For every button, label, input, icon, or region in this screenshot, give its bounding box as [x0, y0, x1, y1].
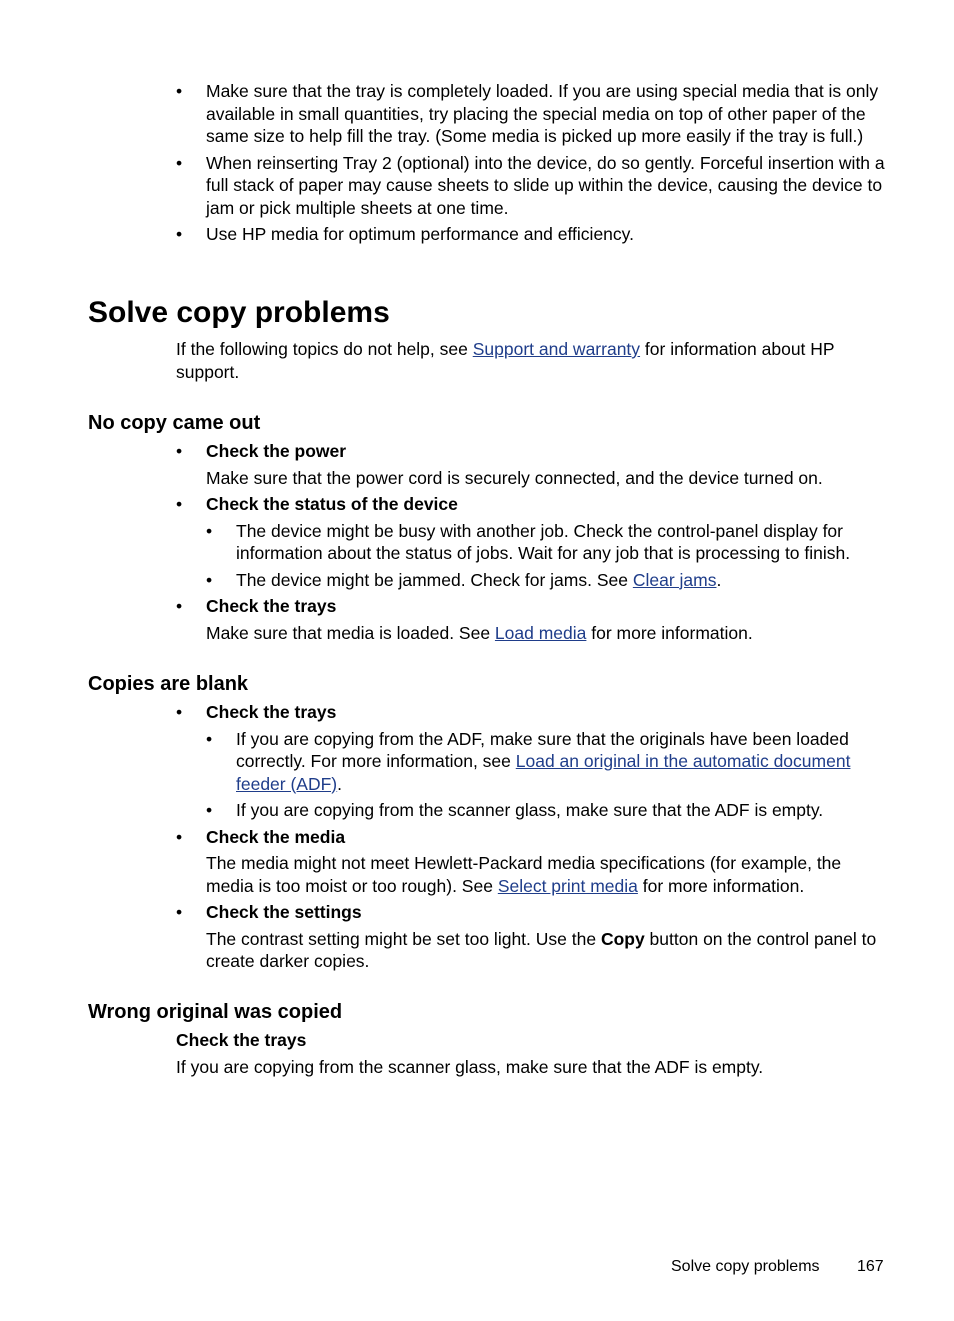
list-item [176, 901, 886, 973]
select-print-media-link[interactable]: Select print media [497, 875, 638, 896]
trays-text-before: Make sure that media is loaded. See [206, 622, 495, 643]
list-item [176, 826, 886, 898]
copies-blank-list [176, 701, 886, 973]
check-media-text [206, 852, 886, 897]
status-sub-list [206, 520, 886, 592]
trays-sub-list [206, 728, 886, 822]
copy-button-name: Copy [600, 928, 645, 949]
intro-text: If the following topics do not help, see [176, 339, 473, 359]
check-trays-text [206, 622, 886, 645]
list-item [176, 701, 886, 822]
trays-text-after: for more information. [586, 622, 753, 643]
status-sub2-text: The device might be jammed. Check for jams. See [236, 569, 633, 590]
settings-text-before: The contrast setting might be set too light. Use the [206, 928, 601, 949]
page-number: 167 [857, 1258, 884, 1275]
clear-jams-link[interactable]: Clear jams [632, 569, 717, 590]
list-item [206, 728, 886, 796]
copies-blank-heading: Copies are blank [88, 673, 249, 695]
list-item [176, 440, 886, 489]
footer-section-name: Solve copy problems [671, 1258, 820, 1275]
wrong-check-trays-text: If you are copying from the scanner glass, make sure that the ADF is empty. [176, 1057, 764, 1077]
no-copy-heading: No copy came out [88, 412, 261, 434]
list-item: • If you are copying from the scanner glass, make sure that the ADF is empty. [206, 799, 886, 822]
media-text-before: The media might not meet Hewlett-Packard media specifications (for example, the media is too moist or too rough). See [206, 853, 842, 896]
list-item: • Make sure that the tray is completely loaded. If you are using special media that is only available in small quantities, try placing the special media on top of other paper of the same size to help fill the tray. (Some media is picked up more easily if the tray is full.) [176, 80, 886, 148]
wrong-original-heading: Wrong original was copied [88, 1001, 343, 1023]
load-media-link[interactable]: Load media [494, 622, 587, 643]
intro-paragraph [176, 338, 876, 383]
adf-text-after: . [337, 773, 343, 794]
check-trays-title: • Check the trays [206, 596, 337, 616]
page-title: Solve copy problems [88, 296, 390, 329]
top-bullet-list [176, 80, 886, 246]
media-text-after: for more information. [637, 875, 805, 896]
wrong-check-trays-title: Check the trays [176, 1030, 307, 1050]
intro-text-after: for information about HP support. [176, 339, 835, 382]
list-item [176, 493, 886, 591]
adf-text-before: If you are copying from the ADF, make sure that the originals have been loaded correctly. For more information, see [236, 728, 849, 771]
check-media-title: • Check the media [206, 826, 346, 847]
list-item: • Use HP media for optimum performance and efficiency. [176, 223, 886, 246]
check-power-title: • Check the power [206, 441, 347, 461]
settings-text-after: button on the control panel to create darker copies. [206, 928, 877, 971]
no-copy-list [176, 440, 886, 644]
check-power-text: Make sure that the power cord is securely connected, and the device turned on. [206, 467, 823, 488]
check-status-title: • Check the status of the device [206, 494, 458, 514]
list-item [176, 595, 886, 644]
load-original-adf-link[interactable]: Load an original in the automatic document feeder (ADF) [236, 751, 851, 794]
status-sub2-after: . [716, 569, 722, 590]
check-trays-title: • Check the trays [206, 702, 337, 722]
check-settings-title: • Check the settings [206, 902, 362, 922]
support-warranty-link[interactable]: Support and warranty [472, 339, 641, 359]
list-item: • The device might be busy with another job. Check the control-panel display for information about the status of jobs. Wait for any job that is processing to finish. [206, 520, 886, 565]
check-settings-text [206, 928, 886, 973]
list-item [206, 569, 886, 592]
list-item: • When reinserting Tray 2 (optional) into the device, do so gently. Forceful insertion with a full stack of paper may cause sheets to slide up within the device, causing the device to jam or pick multiple sheets at one time. [176, 152, 886, 220]
